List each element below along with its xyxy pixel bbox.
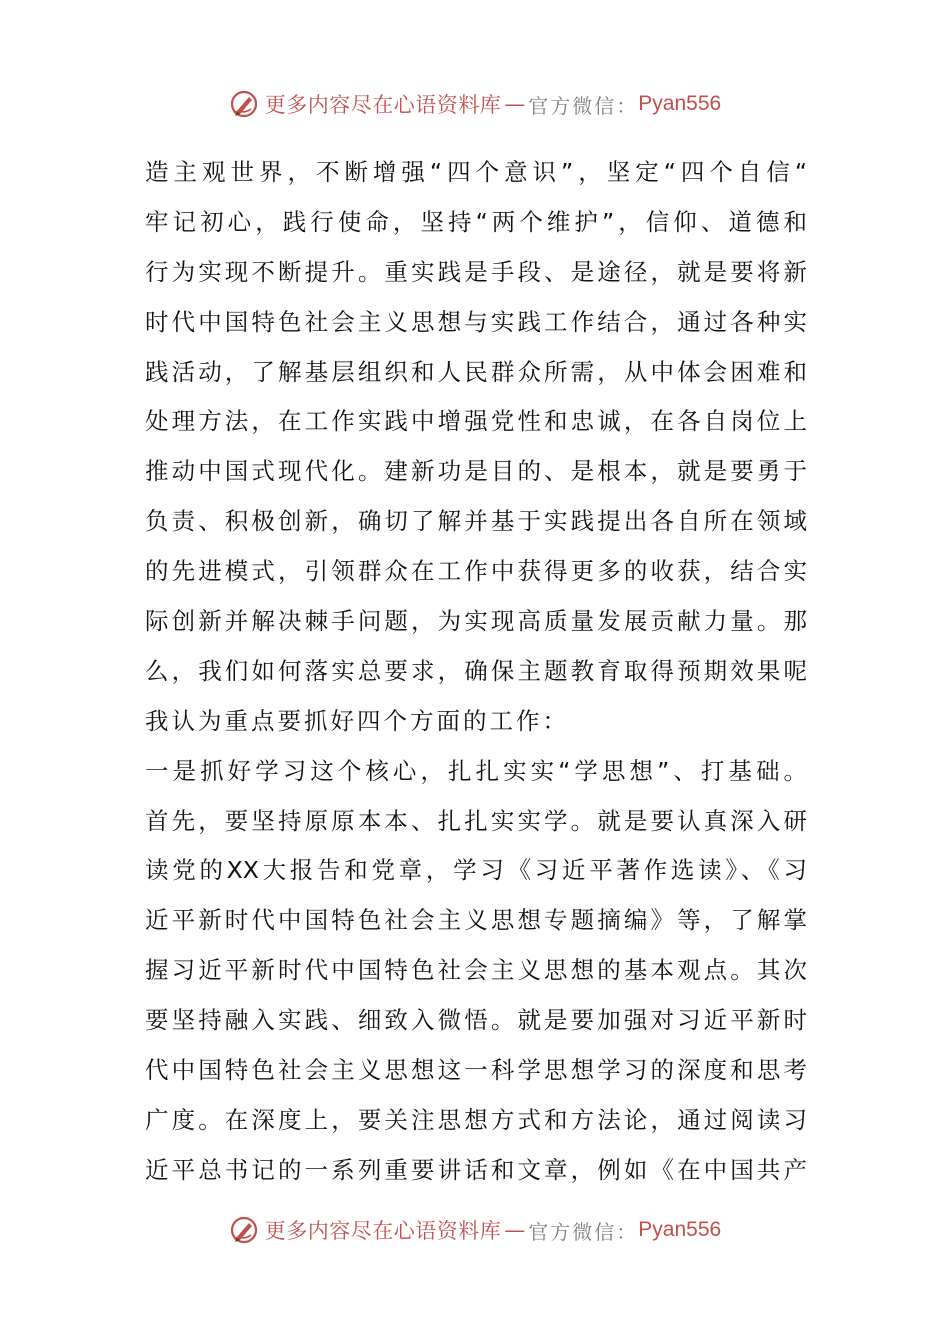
text-line: 读党的XX大报告和党章，学习《习近平著作选读》、《习	[145, 856, 807, 885]
banner-wechat-label: 官方微信：	[528, 1219, 639, 1244]
text-line: 造主观世界，不断增强“四个意识”，坚定“四个自信“	[145, 158, 807, 186]
banner-title: 更多内容尽在心语资料库	[264, 93, 502, 117]
text-line: 牢记初心，践行使命，坚持“两个维护”，信仰、道德和	[145, 207, 807, 236]
text-line: 代中国特色社会主义思想这一科学思想学习的深度和思考	[145, 1056, 807, 1085]
banner-dash: —	[504, 1218, 526, 1242]
text-line: 践活动，了解基层组织和人民群众所需，从中体会困难和	[145, 357, 807, 386]
banner-wechat-id: Pyan556	[638, 1218, 722, 1241]
banner-wechat-label: 官方微信：	[528, 93, 639, 118]
banner-wechat-id: Pyan556	[638, 92, 722, 115]
text-line: 的先进模式，引领群众在工作中获得更多的收获，结合实	[145, 557, 807, 586]
text-line: 际创新并解决棘手问题，为实现高质量发展贡献力量。那	[145, 607, 807, 636]
text-line: 近平总书记的一系列重要讲话和文章，例如《在中国共产	[145, 1155, 807, 1184]
text-line: 负责、积极创新，确切了解并基于实践提出各自所在领域	[145, 507, 807, 536]
text-line: 要坚持融入实践、细致入微悟。就是要加强对习近平新时	[145, 1006, 807, 1035]
text-line: 握习近平新时代中国特色社会主义思想的基本观点。其次	[145, 956, 807, 985]
banner-title: 更多内容尽在心语资料库	[264, 1219, 502, 1243]
text-line: 广度。在深度上，要关注思想方式和方法论，通过阅读习	[145, 1105, 807, 1134]
text-line: 处理方法，在工作实践中增强党性和忠诚，在各自岗位上	[145, 407, 807, 436]
text-line: 我认为重点要抓好四个方面的工作：	[145, 706, 569, 735]
banner-dash: —	[504, 92, 526, 116]
document-body	[145, 148, 807, 1196]
pen-logo-icon	[229, 89, 259, 119]
text-line: 么，我们如何落实总要求，确保主题教育取得预期效果呢	[145, 656, 807, 685]
text-line: 一是抓好学习这个核心，扎扎实实“学思想”、打基础。	[145, 756, 807, 785]
pen-logo-icon	[229, 1215, 259, 1245]
text-line: 首先，要坚持原原本本、扎扎实实学。就是要认真深入研	[145, 806, 807, 835]
header-banner	[0, 84, 950, 124]
text-line: 行为实现不断提升。重实践是手段、是途径，就是要将新	[145, 257, 807, 286]
text-line: 近平新时代中国特色社会主义思想专题摘编》等，了解掌	[145, 906, 807, 935]
text-line: 推动中国式现代化。建新功是目的、是根本，就是要勇于	[145, 457, 807, 486]
footer-banner	[0, 1210, 950, 1250]
text-line: 时代中国特色社会主义思想与实践工作结合，通过各种实	[145, 307, 807, 336]
